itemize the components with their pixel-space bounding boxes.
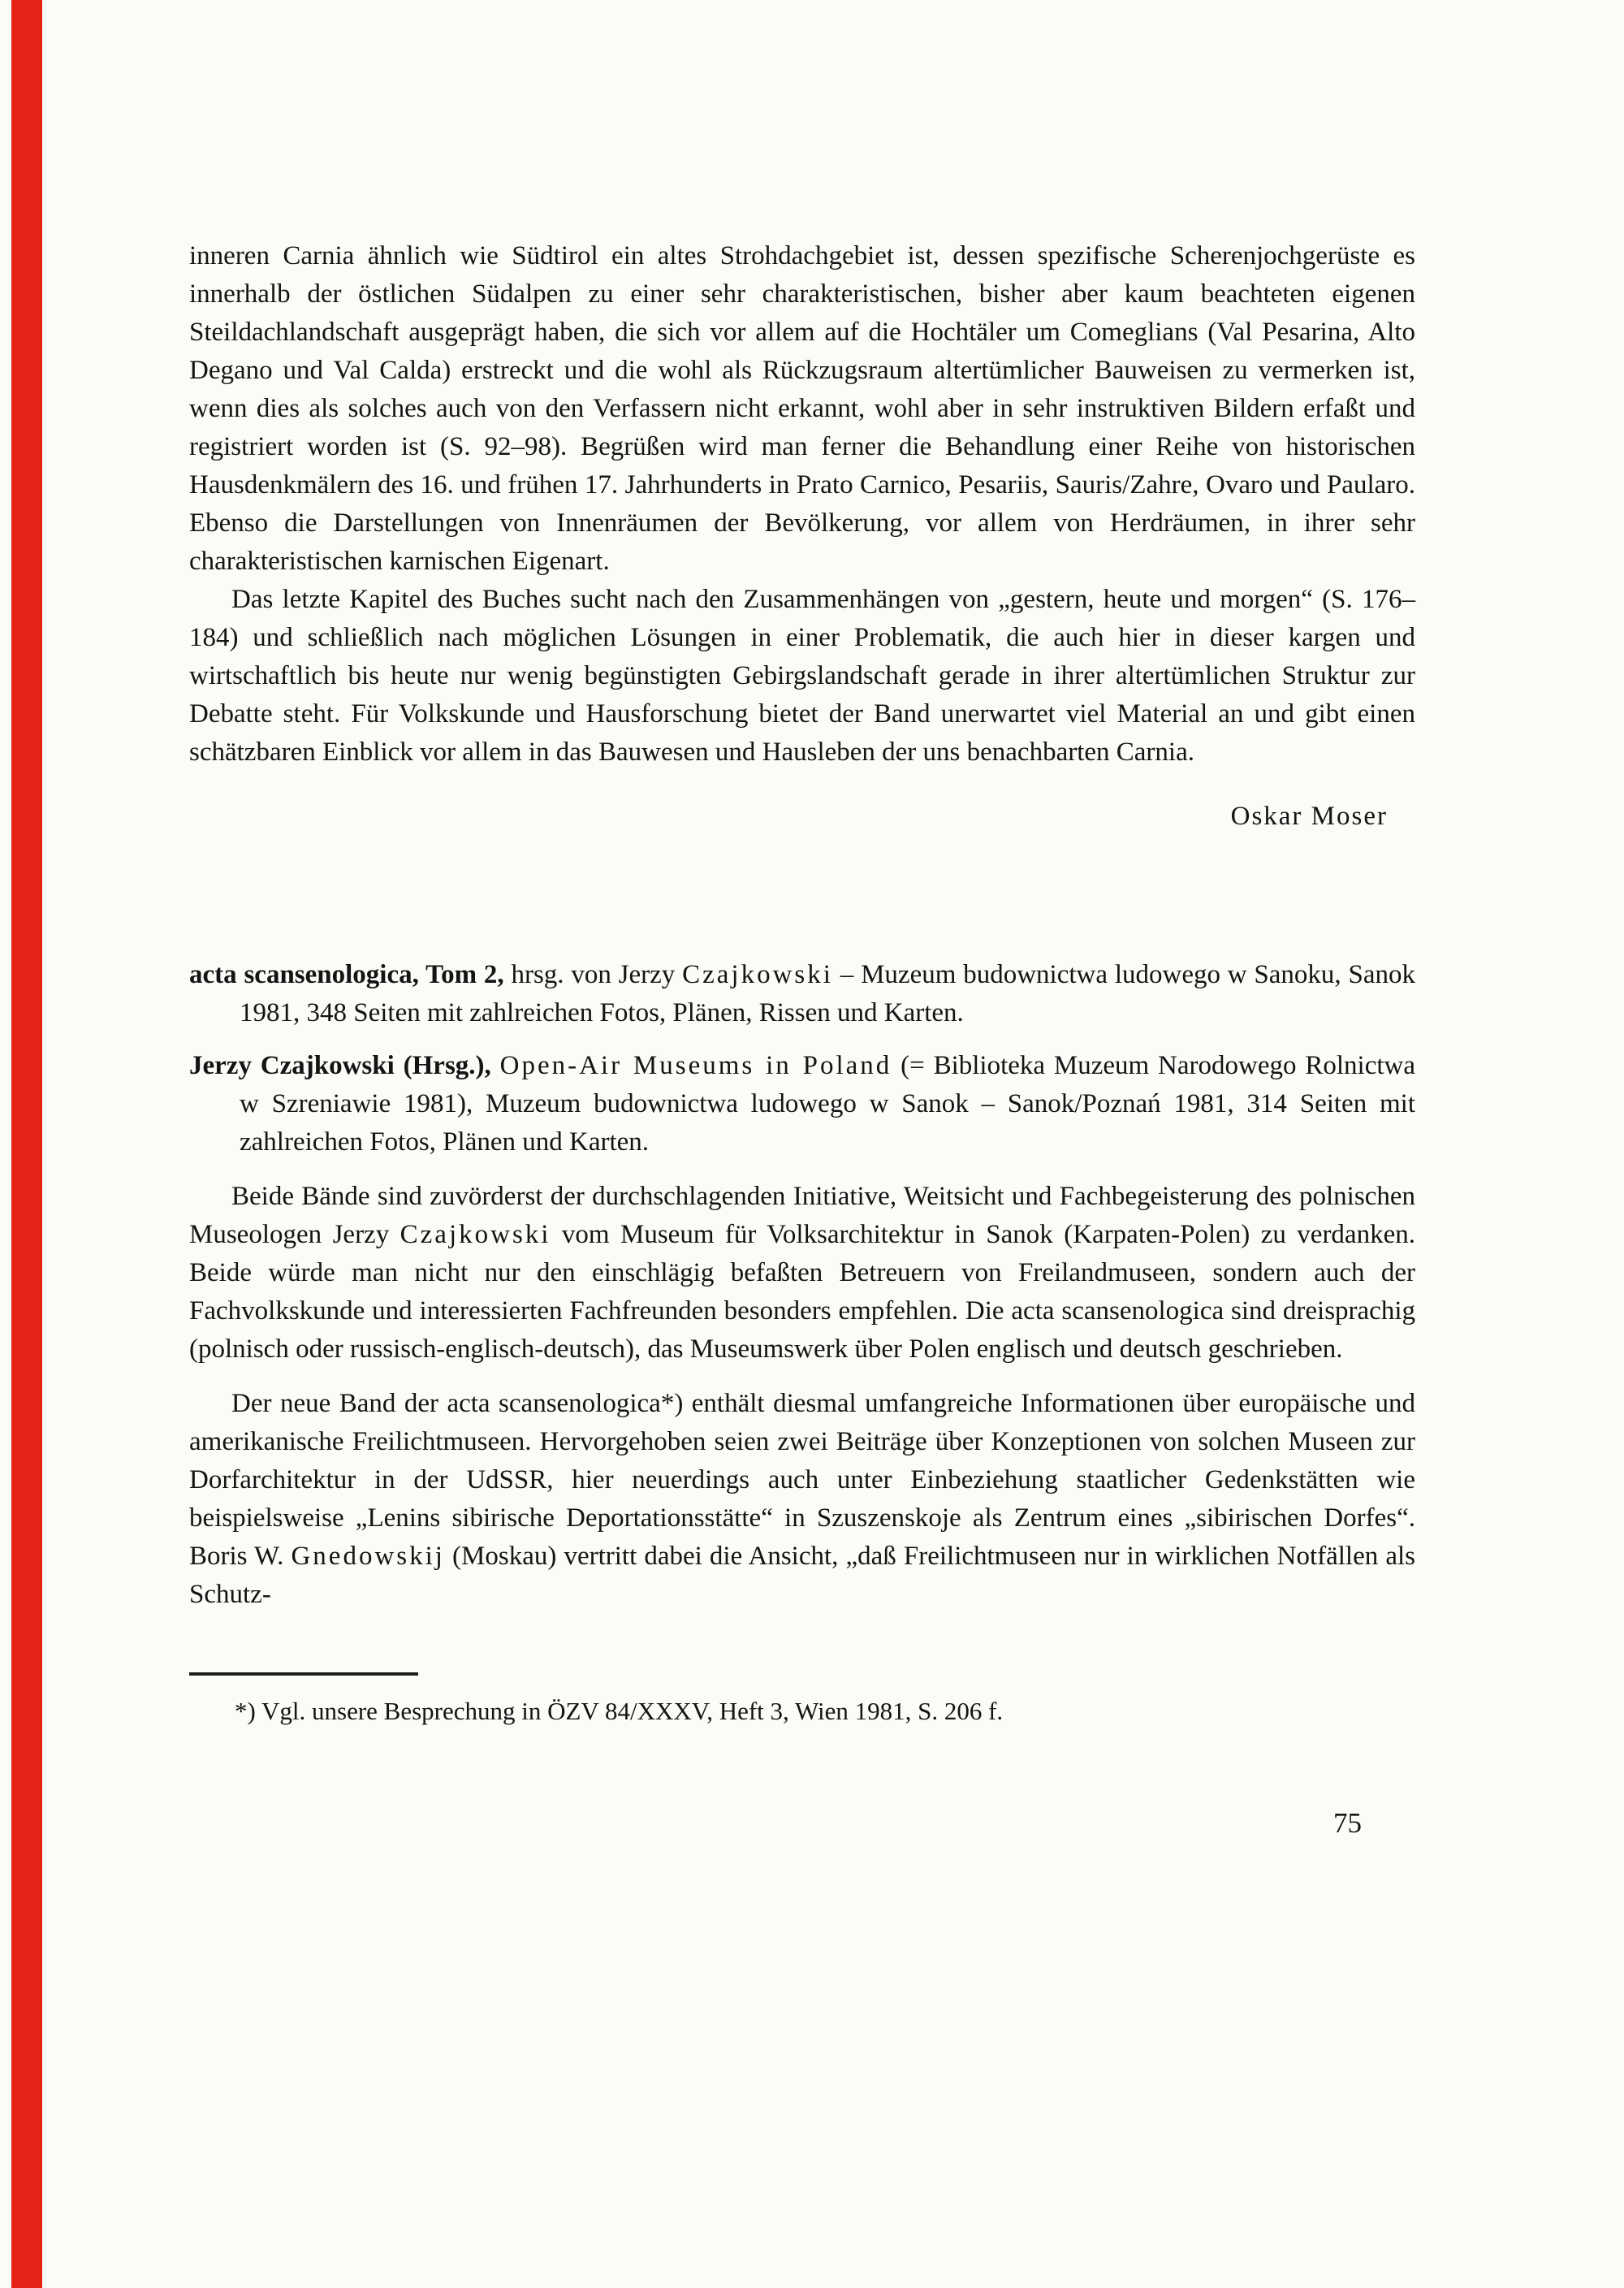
text-segment: Czajkowski	[400, 1220, 551, 1249]
body-paragraph-1: inneren Carnia ähnlich wie Südtirol ein altes Strohdachgebiet ist, dessen spezifische Scherenjochgerüste es innerhalb der östlichen Südalpen zu einer sehr charakteristischen, bisher aber kaum beachteten eigenen Steildachlandschaft ausgeprägt haben, die sich vor allem auf die Hochtäler um Comeglians (Val Pesarina, Alto Degano und Val Calda) erstreckt und die wohl als Rückzugsraum altertümlicher Bauweisen zu vermerken ist, wenn dies als solches auch von den Verfassern nicht erkannt, wohl aber in sehr instruktiven Bildern erfaßt und registriert worden ist (S. 92–98). Begrüßen wird man ferner die Behandlung einer Reihe von historischen Hausdenkmälern des 16. und frühen 17. Jahrhunderts in Prato Carnico, Pesariis, Sauris/Zahre, Ovaro und Paularo. Ebenso die Darstellungen von Innenräumen der Bevölkerung, vor allem von Herdräumen, in ihrer sehr charakteristischen karnischen Eigenart.	[189, 241, 1415, 576]
text-segment: (= Biblioteka Muzeum Narodowego Rolnictwa w Szreniawie 1981), Muzeum budownictwa ludowego w Sanok – Sanok/Poznań 1981, 314 Seiten mit zahlreichen Fotos, Plänen und Karten.	[240, 1051, 1415, 1157]
text-segment: Der neue Band der acta scansenologica*) enthält diesmal umfangreiche Informationen über europäische und amerikanische Freilichtmuseen. Hervorgehoben seien zwei Beiträge über Konzeptionen von solchen Museen zur Dorfarchitektur in der UdSSR, hier neuerdings auch unter Einbeziehung staatlicher Gedenkstätten wie beispielsweise „Lenins sibirische Deportationsstätte“ in Szuszenskoje als Zentrum eines „sibirischen Dorfes“. Boris W.	[189, 1389, 1415, 1571]
page-number: 75	[1333, 1807, 1362, 1839]
scan-edge-stripe	[11, 0, 42, 2288]
text-segment: Jerzy Czajkowski (Hrsg.),	[189, 1051, 491, 1080]
text-segment: acta scansenologica, Tom 2,	[189, 960, 504, 989]
body-paragraph-2: Das letzte Kapitel des Buches sucht nach den Zusammenhängen von „gestern, heute und morgen“ (S. 176–184) und schließlich nach möglichen Lösungen in einer Problematik, die auch hier in dieser kargen und wirtschaftlich bis heute nur wenig begünstigten Gebirgslandschaft gerade in ihrer altertümlichen Struktur zur Debatte steht. Für Volkskunde und Hausforschung bietet der Band unerwartet viel Material an und gibt einen schätzbaren Einblick vor allem in das Bauwesen und Hausleben der uns benachbarten Carnia.	[189, 585, 1415, 767]
text-segment	[491, 1051, 500, 1080]
reviewer-signature: Oskar Moser	[1230, 802, 1388, 831]
bibliography-entry-2	[189, 1047, 1415, 1161]
body-paragraph-3	[189, 1178, 1415, 1369]
text-segment: Open-Air Museums in Poland	[499, 1051, 892, 1080]
text-segment: Gnedowskij	[291, 1542, 445, 1571]
footnote-divider	[189, 1672, 418, 1676]
bibliography-entry-1	[189, 956, 1415, 1032]
footnote: *) Vgl. unsere Besprechung in ÖZV 84/XXXV, Heft 3, Wien 1981, S. 206 f.	[235, 1697, 1004, 1725]
text-segment: Czajkowski	[682, 960, 833, 989]
text-segment: hrsg. von Jerzy	[503, 960, 683, 989]
text-segment: (Moskau) vertritt dabei die Ansicht, „daß Freilichtmuseen nur in wirklichen Notfällen als Schutz-	[189, 1542, 1415, 1609]
text-segment: – Muzeum budownictwa ludowego w Sanoku, Sanok 1981, 348 Seiten mit zahlreichen Fotos, Plänen, Rissen und Karten.	[240, 960, 1415, 1027]
body-paragraph-4	[189, 1385, 1415, 1614]
text-block	[189, 237, 1415, 1842]
text-segment: vom Museum für Volksarchitektur in Sanok (Karpaten-Polen) zu verdanken. Beide würde man nicht nur den einschlägig befaßten Betreuern von Freilandmuseen, sondern auch der Fachvolkskunde und interessierten Fachfreunden besonders empfehlen. Die acta scansenologica sind dreisprachig (polnisch oder russisch-englisch-deutsch), das Museumswerk über Polen englisch und deutsch geschrieben.	[189, 1220, 1415, 1364]
text-segment: Beide Bände sind zuvörderst der durchschlagenden Initiative, Weitsicht und Fachbegeisterung des polnischen Museologen Jerzy	[189, 1182, 1415, 1249]
